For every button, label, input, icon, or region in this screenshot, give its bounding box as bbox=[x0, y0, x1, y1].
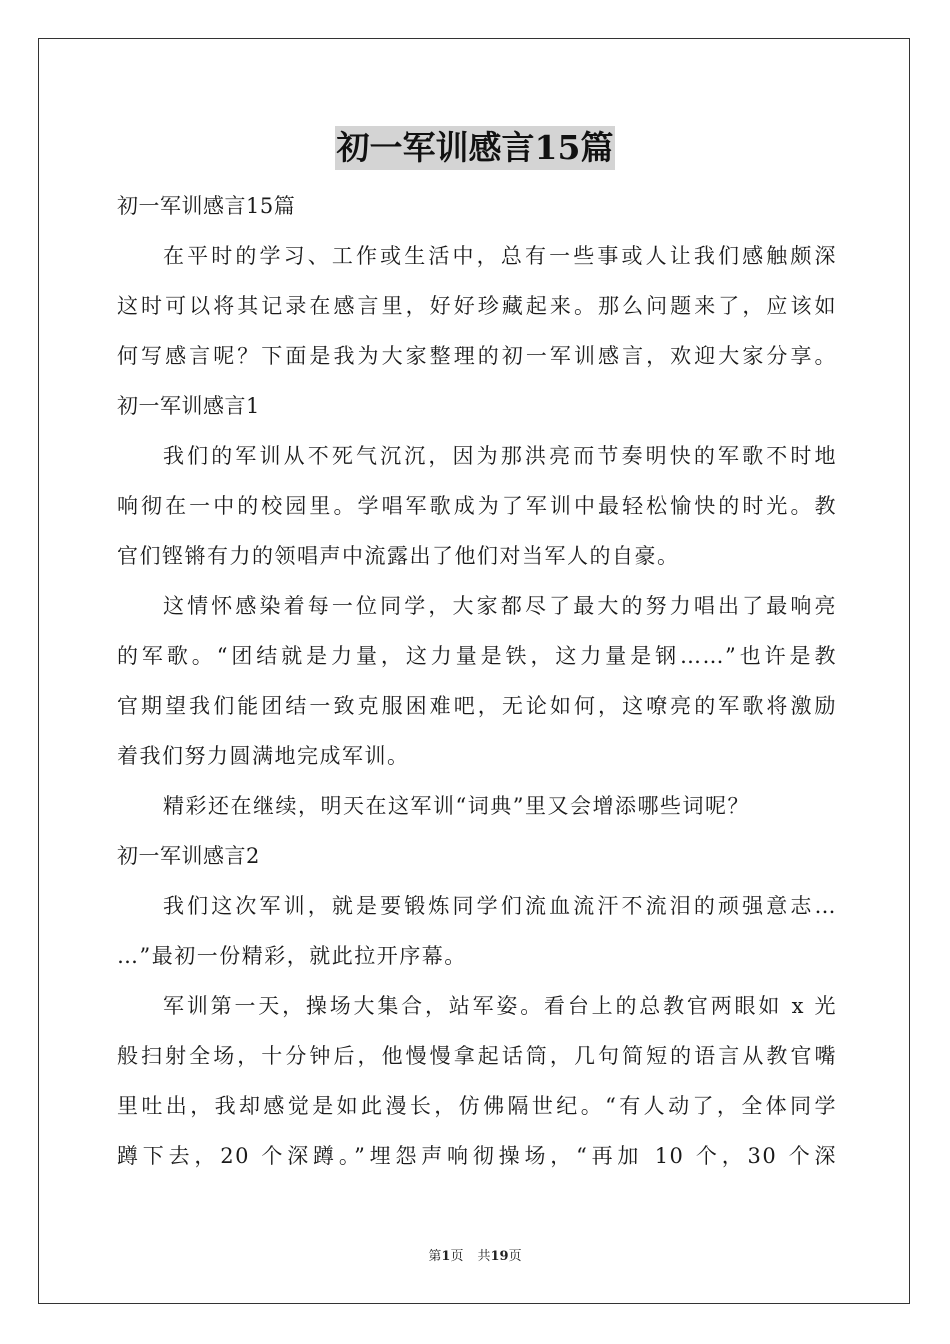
footer-total-pages: 19 bbox=[490, 1249, 509, 1264]
body-text-line: 何写感言呢？下面是我为大家整理的初一军训感言，欢迎大家分享。 bbox=[117, 344, 837, 368]
body-text-line: 精彩还在继续，明天在这军训“词典”里又会增添哪些词呢？ bbox=[163, 794, 750, 818]
body-text-line: 我们的军训从不死气沉沉，因为那洪亮而节奏明快的军歌不时地 bbox=[163, 444, 837, 468]
body-text-line: 军训第一天，操场大集合，站军姿。看台上的总教官两眼如 x 光 bbox=[163, 994, 837, 1018]
body-text-line: 着我们努力圆满地完成军训。 bbox=[117, 744, 410, 768]
body-text-line: 在平时的学习、工作或生活中，总有一些事或人让我们感触颇深 bbox=[163, 244, 837, 268]
section-heading: 初一军训感言1 bbox=[117, 394, 260, 418]
body-text-line: 蹲下去，20 个深蹲。”埋怨声响彻操场，“再加 10 个，30 个深 bbox=[117, 1144, 837, 1168]
section-heading: 初一军训感言15篇 bbox=[117, 194, 296, 218]
section-heading: 初一军训感言2 bbox=[117, 844, 260, 868]
body-text-line: 官们铿锵有力的领唱声中流露出了他们对当军人的自豪。 bbox=[117, 544, 680, 568]
footer-total-prefix: 共 bbox=[477, 1249, 491, 1264]
document-body bbox=[117, 181, 837, 1181]
body-text-line: 般扫射全场，十分钟后，他慢慢拿起话筒，几句简短的语言从教官嘴 bbox=[117, 1044, 837, 1068]
page-footer bbox=[0, 1245, 950, 1264]
footer-page-prefix: 第 bbox=[428, 1249, 442, 1264]
document-title-text: 初一军训感言15篇 bbox=[335, 126, 616, 170]
footer-total-suffix: 页 bbox=[508, 1249, 522, 1264]
body-text-line: 响彻在一中的校园里。学唱军歌成为了军训中最轻松愉快的时光。教 bbox=[117, 494, 837, 518]
body-text-line: 里吐出，我却感觉是如此漫长，仿佛隔世纪。“有人动了，全体同学 bbox=[117, 1094, 837, 1118]
body-text-line: 的军歌。“团结就是力量，这力量是铁，这力量是钢……”也许是教 bbox=[117, 644, 837, 668]
body-text-line: 官期望我们能团结一致克服困难吧，无论如何，这嘹亮的军歌将激励 bbox=[117, 694, 837, 718]
body-text-line: 这情怀感染着每一位同学，大家都尽了最大的努力唱出了最响亮 bbox=[163, 594, 837, 618]
footer-page-number: 1 bbox=[441, 1249, 451, 1264]
body-text-line: …”最初一份精彩，就此拉开序幕。 bbox=[117, 944, 467, 968]
document-title bbox=[0, 126, 950, 172]
footer-page-suffix: 页 bbox=[450, 1249, 464, 1264]
body-text-line: 我们这次军训，就是要锻炼同学们流血流汗不流泪的顽强意志… bbox=[163, 894, 837, 918]
body-text-line: 这时可以将其记录在感言里，好好珍藏起来。那么问题来了，应该如 bbox=[117, 294, 837, 318]
